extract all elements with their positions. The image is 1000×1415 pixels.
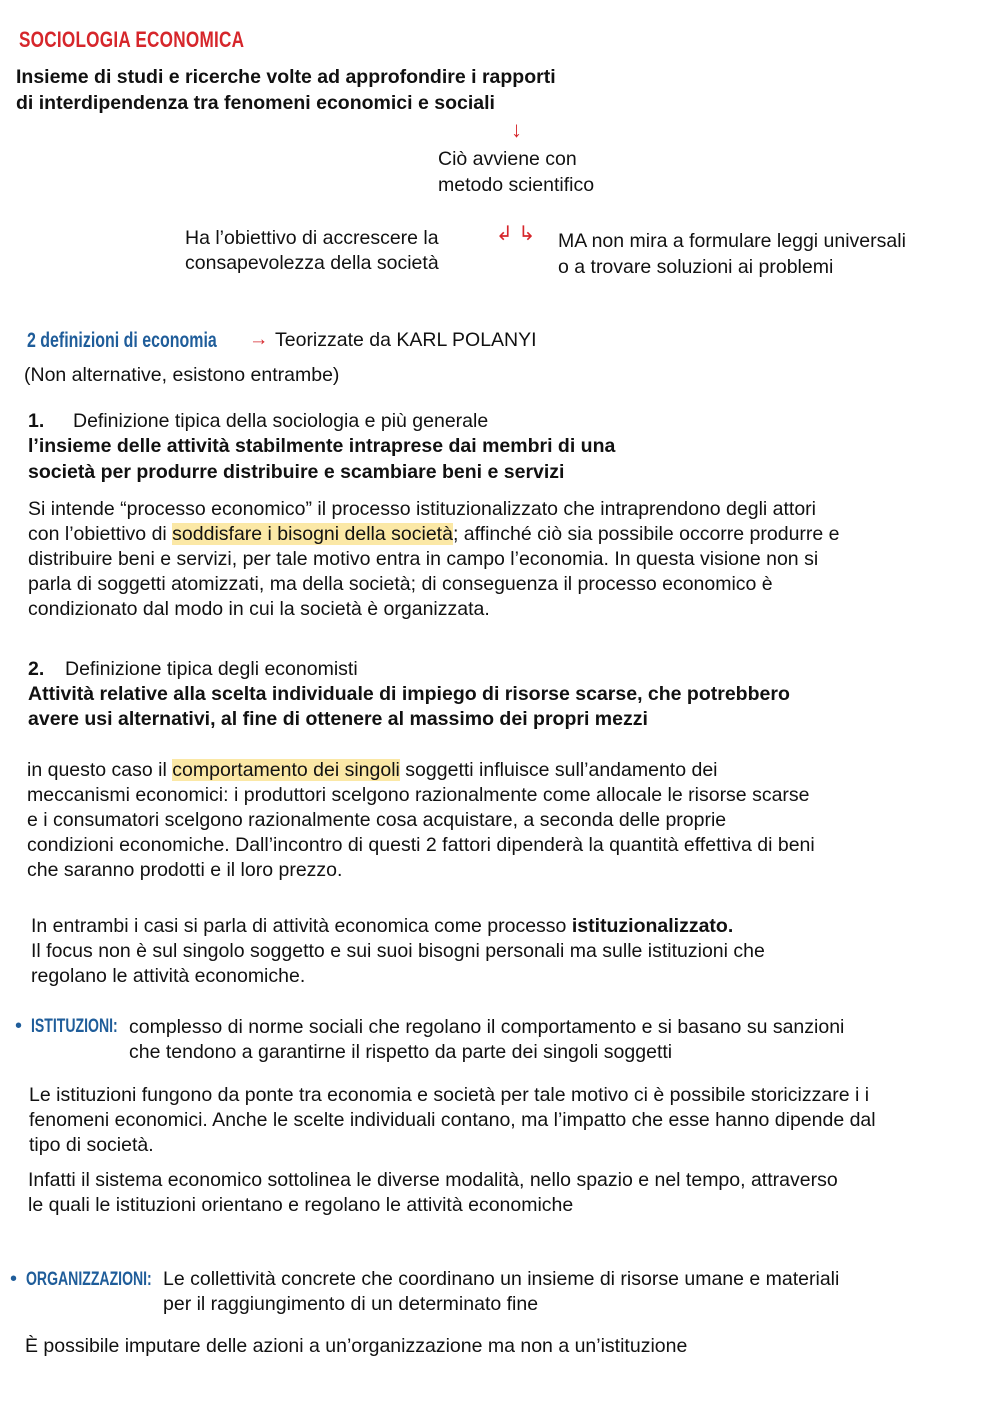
limitation-line-1: MA non mira a formulare leggi universali xyxy=(558,230,906,252)
method-line-2: metodo scientifico xyxy=(438,174,595,196)
def2-bold-1: Attività relative alla scelta individuale di impiego di risorse scarse, che potrebbero xyxy=(28,683,790,705)
def2-label: Definizione tipica degli economisti xyxy=(65,658,358,680)
def1-para-4: parla di soggetti atomizzati, ma della società; di conseguenza il processo economico è xyxy=(28,573,773,595)
def1-bold-1: l’insieme delle attività stabilmente intraprese dai membri di una xyxy=(28,435,616,457)
istituzioni-def-2: che tendono a garantirne il rispetto da parte dei singoli soggetti xyxy=(129,1041,673,1063)
def2-para-1-post: soggetti influisce sull’andamento dei xyxy=(399,759,718,781)
def1-para-1: Si intende “processo economico” il processo istituzionalizzato che intraprendono degli attori xyxy=(28,498,817,520)
both-line-2: Il focus non è sul singolo soggetto e sui suoi bisogni personali ma sulle istituzioni che xyxy=(31,940,765,962)
intro-line-2: di interdipendenza tra fenomeni economici e sociali xyxy=(16,92,495,114)
def1-para-2-post: ; affinché ciò sia possibile occorre produrre e xyxy=(452,523,840,545)
organizzazioni-def-2: per il raggiungimento di un determinato fine xyxy=(163,1293,539,1315)
def2-para-4: condizioni economiche. Dall’incontro di questi 2 fattori dipenderà la quantità effettiva di beni xyxy=(27,834,815,856)
istituzioni-para-1: Le istituzioni fungono da ponte tra economia e società per tale motivo ci è possibile storicizzare i i xyxy=(29,1084,870,1106)
definitions-note: (Non alternative, esistono entrambe) xyxy=(24,364,340,386)
arrow-down-icon: ↓ xyxy=(511,117,522,142)
istituzioni-label: ISTITUZIONI: xyxy=(31,1016,118,1037)
def2-para-1-pre: in questo caso il xyxy=(27,759,173,781)
highlight-needs: soddisfare i bisogni della società xyxy=(172,523,453,545)
def2-bold-2: avere usi alternativi, al fine di ottenere al massimo dei propri mezzi xyxy=(28,708,648,730)
def1-para-2-pre: con l’obiettivo di xyxy=(28,523,173,545)
page-title: SOCIOLOGIA ECONOMICA xyxy=(19,27,245,52)
def1-label: Definizione tipica della sociologia e più generale xyxy=(73,410,489,432)
def1-para-2 xyxy=(28,522,840,547)
istituzioni-note-2: le quali le istituzioni orientano e regolano le attività economiche xyxy=(28,1194,574,1216)
organizzazioni-final: È possibile imputare delle azioni a un’organizzazione ma non a un’istituzione xyxy=(25,1335,688,1357)
definitions-author: Teorizzate da KARL POLANYI xyxy=(275,329,537,351)
method-line-1: Ciò avviene con xyxy=(438,148,577,170)
arrow-right-icon: → xyxy=(249,328,269,350)
def2-para-3: e i consumatori scelgono razionalmente cosa acquistare, a seconda delle proprie xyxy=(27,809,727,831)
istituzioni-para-2: fenomeni economici. Anche le scelte individuali contano, ma l’impatto che esse hanno dipende dal xyxy=(29,1109,876,1131)
def1-para-5: condizionato dal modo in cui la società è organizzata. xyxy=(28,598,490,620)
def2-number: 2. xyxy=(28,658,45,680)
both-line-1-pre: In entrambi i casi si parla di attività economica come processo xyxy=(31,915,572,937)
objective-line-1: Ha l’obiettivo di accrescere la xyxy=(185,227,439,249)
istituzioni-note-1: Infatti il sistema economico sottolinea le diverse modalità, nello spazio e nel tempo, attraverso xyxy=(28,1169,838,1191)
both-line-1 xyxy=(31,914,733,939)
def1-number: 1. xyxy=(28,410,45,432)
bullet-icon: • xyxy=(10,1268,18,1290)
istituzioni-para-3: tipo di società. xyxy=(29,1134,154,1156)
istituzioni-def-1: complesso di norme sociali che regolano il comportamento e si basano su sanzioni xyxy=(129,1016,845,1038)
def1-bold-2: società per produrre distribuire e scambiare beni e servizi xyxy=(28,461,565,483)
limitation-line-2: o a trovare soluzioni ai problemi xyxy=(558,256,834,278)
both-line-3: regolano le attività economiche. xyxy=(31,965,306,987)
def2-para-2: meccanismi economici: i produttori scelgono razionalmente come allocale le risorse scarse xyxy=(27,784,810,806)
both-line-1-bold: istituzionalizzato. xyxy=(571,915,734,937)
intro-line-1: Insieme di studi e ricerche volte ad approfondire i rapporti xyxy=(16,66,556,88)
organizzazioni-def-1: Le collettività concrete che coordinano un insieme di risorse umane e materiali xyxy=(163,1268,840,1290)
def1-para-3: distribuire beni e servizi, per tale motivo entra in campo l’economia. In questa visione non si xyxy=(28,548,819,570)
split-arrows-icon: ↲ ↳ xyxy=(496,223,536,245)
def2-para-1 xyxy=(27,758,718,783)
def2-para-5: che saranno prodotti e il loro prezzo. xyxy=(27,859,343,881)
definitions-heading: 2 definizioni di economia xyxy=(27,329,217,352)
bullet-icon: • xyxy=(15,1015,23,1037)
organizzazioni-label: ORGANIZZAZIONI: xyxy=(26,1269,152,1290)
objective-line-2: consapevolezza della società xyxy=(185,252,439,274)
highlight-behaviour: comportamento dei singoli xyxy=(172,759,400,781)
